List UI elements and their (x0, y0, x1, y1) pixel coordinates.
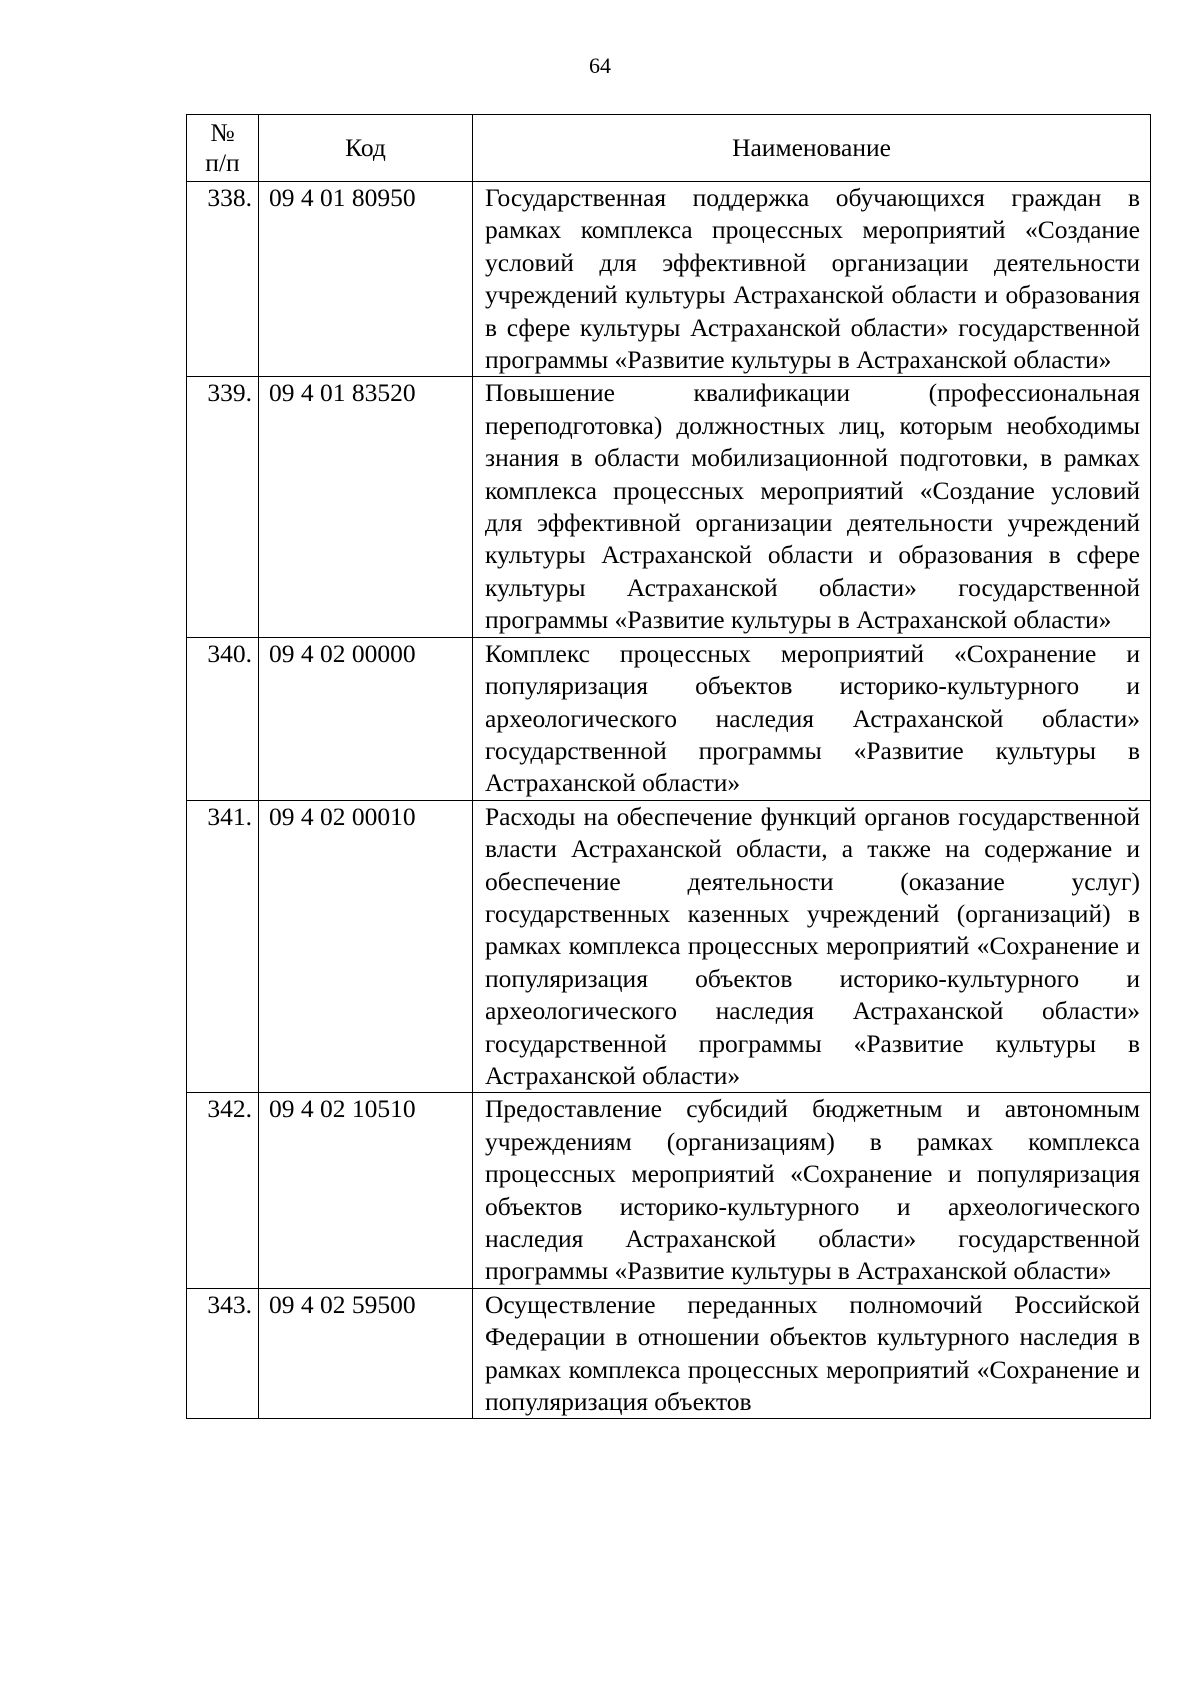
row-name: Расходы на обеспечение функций органов государственной власти Астраханской области, а также на содержание и обеспечение деятельности (оказание услуг) государственных казенных учреждений (организаций) в рамках комплекса процессных мероприятий «Сохранение и популяризация объектов историко-культурного и археологического наследия Астраханской области» государственной программы «Развитие культуры в Астраханской области» (473, 800, 1151, 1093)
table-body (187, 182, 1151, 1419)
row-number: 338. (187, 182, 259, 377)
row-name: Государственная поддержка обучающихся граждан в рамках комплекса процессных мероприятий «Создание условий для эффективной организации деятельности учреждений культуры Астраханской области и образования в сфере культуры Астраханской области» государственной программы «Развитие культуры в Астраханской области» (473, 182, 1151, 377)
header-number-line1: № (210, 118, 235, 147)
row-number: 341. (187, 800, 259, 1093)
row-code: 09 4 01 83520 (259, 377, 473, 637)
header-name: Наименование (473, 115, 1151, 182)
row-number: 339. (187, 377, 259, 637)
table-row (187, 182, 1151, 377)
row-code: 09 4 01 80950 (259, 182, 473, 377)
row-code: 09 4 02 00010 (259, 800, 473, 1093)
table-row (187, 637, 1151, 800)
page-number: 64 (589, 53, 611, 78)
row-code: 09 4 02 59500 (259, 1288, 473, 1419)
header-number-line2: п/п (205, 148, 240, 177)
row-code: 09 4 02 10510 (259, 1093, 473, 1288)
table-row (187, 1093, 1151, 1288)
table-row (187, 1288, 1151, 1419)
header-row (187, 115, 1151, 182)
row-number: 343. (187, 1288, 259, 1419)
row-number: 342. (187, 1093, 259, 1288)
row-name: Предоставление субсидий бюджетным и автономным учреждениям (организациям) в рамках комплекса процессных мероприятий «Сохранение и популяризация объектов историко-культурного и археологического наследия Астраханской области» государственной программы «Развитие культуры в Астраханской области» (473, 1093, 1151, 1288)
table-row (187, 800, 1151, 1093)
table-header (187, 115, 1151, 182)
row-name: Осуществление переданных полномочий Российской Федерации в отношении объектов культурного наследия в рамках комплекса процессных мероприятий «Сохранение и популяризация объектов (473, 1288, 1151, 1419)
header-code: Код (259, 115, 473, 182)
row-name: Повышение квалификации (профессиональная переподготовка) должностных лиц, которым необходимы знания в области мобилизационной подготовки, в рамках комплекса процессных мероприятий «Создание условий для эффективной организации деятельности учреждений культуры Астраханской области и образования в сфере культуры Астраханской области» государственной программы «Развитие культуры в Астраханской области» (473, 377, 1151, 637)
row-number: 340. (187, 637, 259, 800)
budget-code-table (186, 114, 1151, 1419)
header-number (187, 115, 259, 182)
table-row (187, 377, 1151, 637)
row-code: 09 4 02 00000 (259, 637, 473, 800)
row-name: Комплекс процессных мероприятий «Сохранение и популяризация объектов историко-культурного и археологического наследия Астраханской области» государственной программы «Развитие культуры в Астраханской области» (473, 637, 1151, 800)
